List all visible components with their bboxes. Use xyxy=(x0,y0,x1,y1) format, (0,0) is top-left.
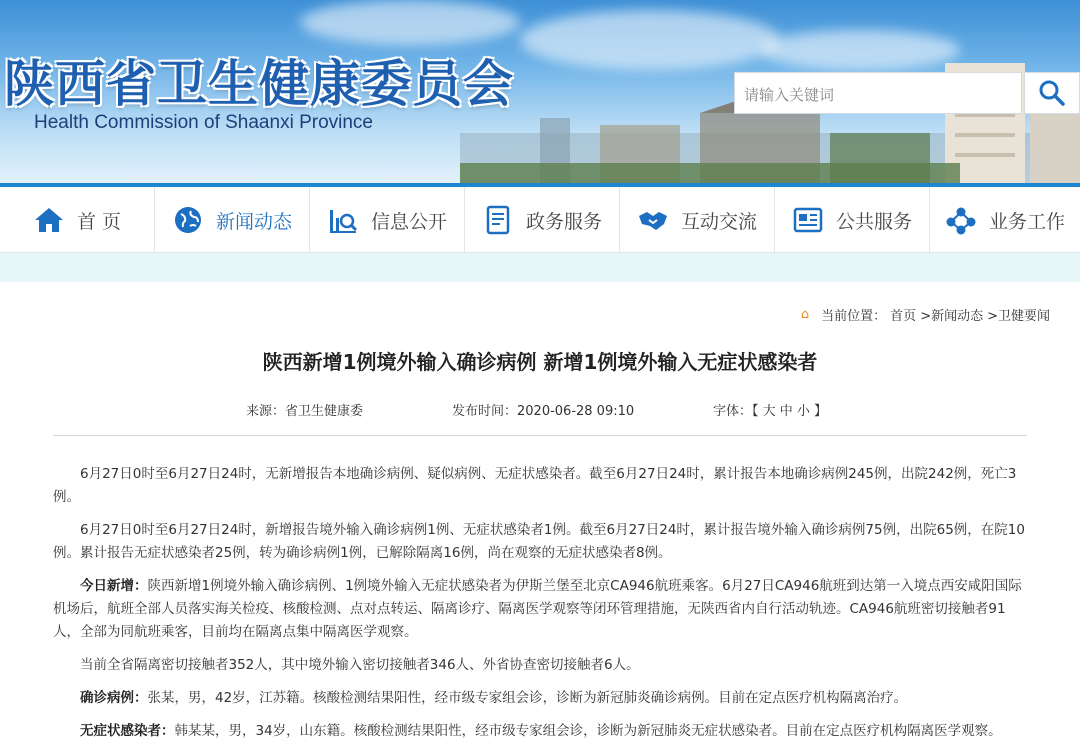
nav-item-interaction[interactable] xyxy=(620,187,775,253)
home-icon xyxy=(33,204,65,236)
search-button[interactable] xyxy=(1024,72,1080,114)
breadcrumb-item[interactable]: 首页 xyxy=(890,309,917,324)
nav-item-label: 首 页 xyxy=(76,210,122,233)
article-paragraph xyxy=(53,687,1029,710)
article-paragraph xyxy=(53,654,1029,677)
nav-item-business[interactable] xyxy=(930,187,1080,253)
font-size-switch[interactable]: 字体：【 大 中 小 】 xyxy=(713,404,828,419)
nav-bottom-strip xyxy=(0,253,1080,282)
nav-item-gov-service[interactable] xyxy=(465,187,620,253)
globe-icon xyxy=(172,204,204,236)
article-source: 来源：省卫生健康委 xyxy=(246,404,364,419)
newspaper-icon xyxy=(792,204,824,236)
paragraph-lead: 确诊病例： xyxy=(80,690,148,706)
paragraph-lead: 无症状感染者： xyxy=(80,723,175,739)
nav-item-label: 公共服务 xyxy=(835,210,912,233)
article-publish-time: 发布时间：2020-06-28 09:10 xyxy=(452,404,635,419)
divider xyxy=(53,435,1027,436)
nav-item-label: 新闻动态 xyxy=(215,210,292,233)
paragraph-text: 陕西新增1例境外输入确诊病例、1例境外输入无症状感染者为伊斯兰堡至北京CA946航班乘客。6月27日CA946航班到达第一入境点西安咸阳国际机场后，航班全部人员落实海关检疫、核酸检测、点对点转运、隔离诊疗、隔离医学观察等闭环管理措施，无陕西省内自行活动轨迹。CA946航班密切接触者91人，全部为同航班乘客，目前均在隔离点集中隔离医学观察。 xyxy=(53,578,1022,640)
document-icon xyxy=(482,204,514,236)
nav-item-home[interactable] xyxy=(0,187,155,253)
breadcrumb xyxy=(801,305,1050,324)
site-title: 陕西省卫生健康委员会 xyxy=(4,54,514,113)
site-subtitle: Health Commission of Shaanxi Province xyxy=(34,112,373,133)
breadcrumb-prefix: 当前位置： xyxy=(821,309,887,324)
nav-item-info[interactable] xyxy=(310,187,465,253)
article-paragraph xyxy=(53,720,1029,743)
paragraph-text: 当前全省隔离密切接触者352人，其中境外输入密切接触者346人、外省协查密切接触者6人。 xyxy=(80,657,640,673)
nav-item-label: 信息公开 xyxy=(370,210,447,233)
nav-item-news[interactable] xyxy=(155,187,310,253)
home-icon: ⌂ xyxy=(800,307,810,322)
chart-search-icon xyxy=(327,204,359,236)
main-nav xyxy=(0,187,1080,253)
header-banner xyxy=(0,0,1080,183)
banner-cloud xyxy=(300,0,520,45)
banner-cloud xyxy=(520,10,780,70)
paragraph-text: 韩某某，男，34岁，山东籍。核酸检测结果阳性，经市级专家组会诊，诊断为新冠肺炎无症状感染者。目前在定点医疗机构隔离医学观察。 xyxy=(174,723,1002,739)
nav-item-label: 政务服务 xyxy=(525,210,602,233)
article-body xyxy=(53,463,1029,753)
nav-item-label: 业务工作 xyxy=(988,210,1065,233)
article-paragraph xyxy=(53,463,1029,509)
search-input[interactable]: 请输入关键词 xyxy=(734,72,1022,114)
handshake-icon xyxy=(637,204,669,236)
paragraph-lead: 今日新增： xyxy=(80,578,148,594)
article-paragraph xyxy=(53,519,1029,565)
paragraph-text: 张某，男，42岁，江苏籍。核酸检测结果阳性，经市级专家组会诊，诊断为新冠肺炎确诊病例。目前在定点医疗机构隔离治疗。 xyxy=(147,690,908,706)
breadcrumb-item[interactable]: >新闻动态 xyxy=(920,309,984,324)
search-icon xyxy=(1038,79,1066,107)
article-paragraph xyxy=(53,575,1029,644)
nav-item-public-service[interactable] xyxy=(775,187,930,253)
paragraph-text: 6月27日0时至6月27日24时，新增报告境外输入确诊病例1例、无症状感染者1例。截至6月27日24时，累计报告境外输入确诊病例75例，出院65例，在院10例。累计报告无症状感染者25例，转为确诊病例1例，已解除隔离16例，尚在观察的无症状感染者8例。 xyxy=(53,522,1025,561)
article-title: 陕西新增1例境外输入确诊病例 新增1例境外输入无症状感染者 xyxy=(262,350,818,374)
breadcrumb-item[interactable]: >卫健要闻 xyxy=(987,309,1050,324)
nav-item-label: 互动交流 xyxy=(680,210,757,233)
network-icon xyxy=(945,204,977,236)
paragraph-text: 6月27日0时至6月27日24时，无新增报告本地确诊病例、疑似病例、无症状感染者。截至6月27日24时，累计报告本地确诊病例245例，出院242例，死亡3例。 xyxy=(53,466,1017,505)
